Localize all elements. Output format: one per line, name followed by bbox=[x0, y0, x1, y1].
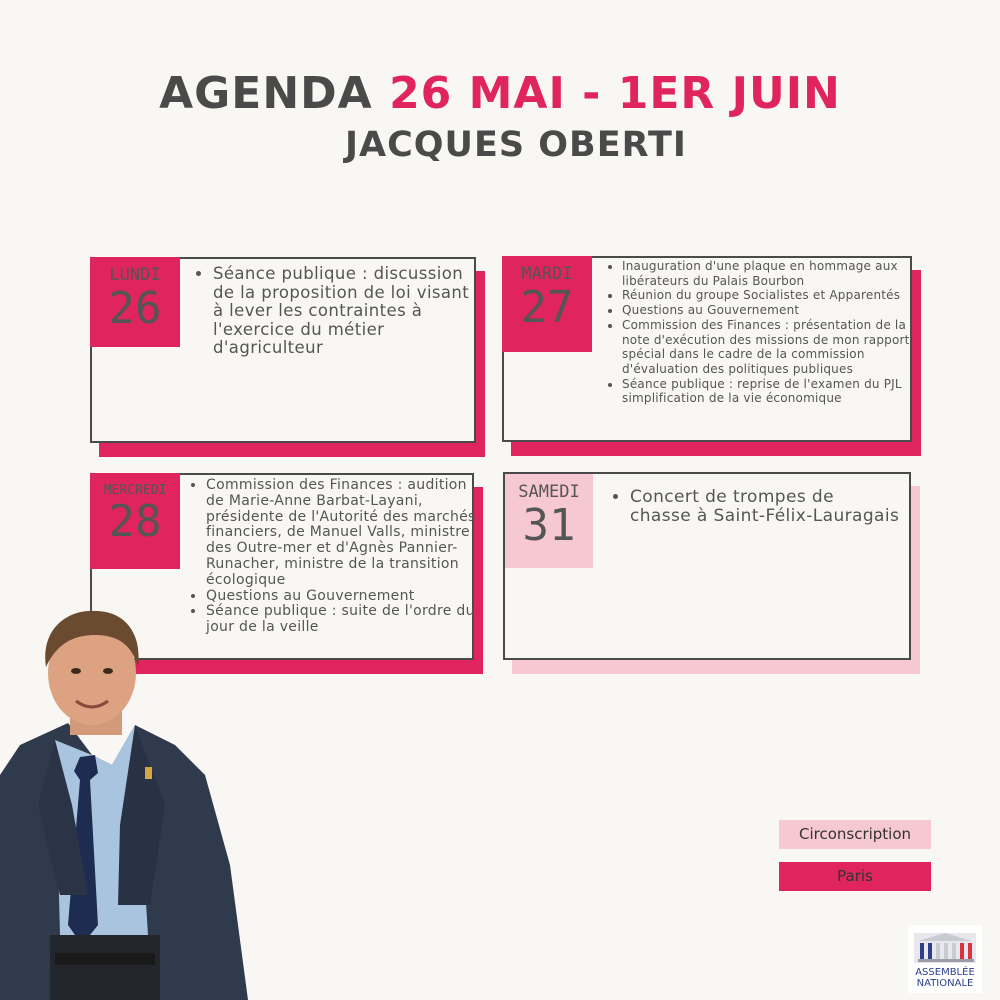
list-item: • Commission des Finances : présentation de la note d'exécution des missions de mon rapport spécial dans le cadre de la commission d'évaluation des politiques publiques bbox=[622, 318, 922, 377]
list-item: • Séance publique : discussion de la proposition de loi visant à lever les contraintes à l'exercice du métier d'agriculteur bbox=[213, 265, 475, 358]
page-title bbox=[0, 68, 1000, 119]
list-item: • Concert de trompes de chasse à Saint-Félix-Lauragais bbox=[630, 488, 900, 525]
agenda-list bbox=[610, 488, 900, 525]
agenda-card-lundi bbox=[90, 257, 476, 443]
badge-date: 27 bbox=[520, 282, 574, 333]
badge-day: MARDI bbox=[521, 264, 573, 284]
agenda-list bbox=[602, 259, 922, 406]
logo-line-2: NATIONALE bbox=[916, 978, 974, 989]
list-item: • Commission des Finances : audition de Marie-Anne Barbat-Layani, présidente de l'Autorité des marchés financiers, de Manuel Valls, ministre des Outre-mer et d'Agnès Pannier-Runacher, ministre de la transition écologique bbox=[206, 478, 488, 589]
list-item: • Séance publique : suite de l'ordre du jour de la veille bbox=[206, 604, 488, 636]
badge-date: 26 bbox=[108, 283, 162, 334]
badge-day: SAMEDI bbox=[518, 482, 580, 502]
list-item: • Séance publique : reprise de l'examen du PJL simplification de la vie économique bbox=[622, 377, 922, 406]
logo-line-1: ASSEMBLÉE bbox=[915, 967, 975, 978]
portrait-photo bbox=[0, 605, 250, 1000]
circonscription-tag bbox=[779, 820, 931, 849]
list-item: • Réunion du groupe Socialistes et Apparentés bbox=[622, 288, 922, 303]
date-badge bbox=[502, 256, 592, 352]
paris-tag bbox=[779, 862, 931, 891]
date-badge bbox=[90, 473, 180, 569]
badge-day: MERCREDI bbox=[103, 483, 167, 498]
parliament-icon bbox=[908, 927, 982, 967]
list-item: • Questions au Gouvernement bbox=[206, 589, 488, 605]
assemblee-nationale-logo bbox=[908, 925, 982, 993]
agenda-list bbox=[193, 265, 475, 358]
date-badge bbox=[505, 474, 593, 568]
badge-date: 31 bbox=[522, 500, 576, 551]
title-dates: 26 MAI - 1ER JUIN bbox=[389, 68, 841, 119]
page-subtitle: JACQUES OBERTI bbox=[345, 125, 687, 165]
title-prefix: AGENDA bbox=[159, 68, 373, 119]
badge-day: LUNDI bbox=[109, 265, 161, 285]
list-item: • Inauguration d'une plaque en hommage aux libérateurs du Palais Bourbon bbox=[622, 259, 922, 288]
agenda-card-mardi bbox=[502, 256, 912, 442]
list-item: • Questions au Gouvernement bbox=[622, 303, 922, 318]
agenda-card-samedi bbox=[503, 472, 911, 660]
paris-label: Paris bbox=[837, 867, 873, 885]
date-badge bbox=[90, 257, 180, 347]
circonscription-label: Circonscription bbox=[798, 825, 912, 843]
badge-date: 28 bbox=[108, 496, 162, 547]
